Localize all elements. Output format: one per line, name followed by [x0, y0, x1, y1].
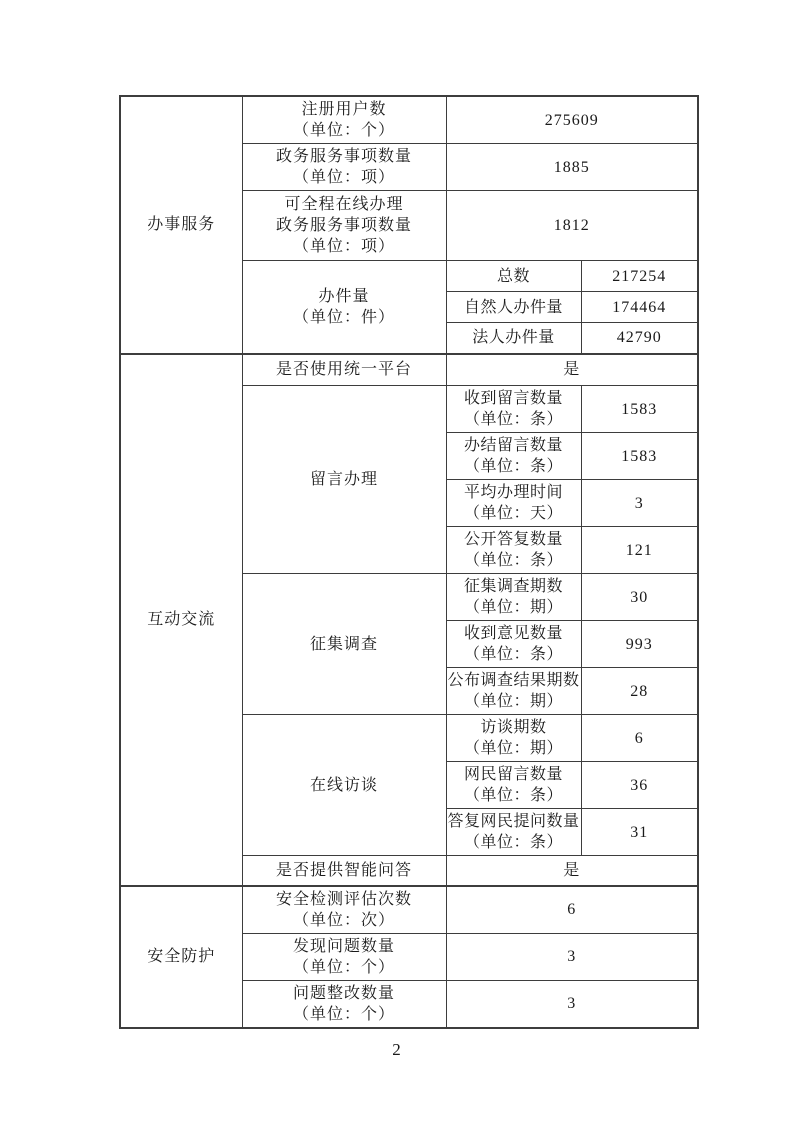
category-cell-interaction: 互动交流: [120, 354, 242, 886]
submetric-cell-survey-periods: [446, 574, 581, 621]
metric-unit: （单位：个）: [292, 122, 395, 139]
submetric-cell-questions-answered: [446, 809, 581, 856]
submetric-label: 总数: [496, 267, 530, 285]
metric-label: 在线访谈: [309, 776, 378, 794]
submetric-cell-messages-received: [446, 386, 581, 433]
submetric-label: 征集调查期数: [463, 578, 563, 595]
metric-label: 注册用户数: [301, 101, 387, 118]
value-cell-results-published: 28: [581, 668, 698, 715]
value-cell-survey-periods: 30: [581, 574, 698, 621]
submetric-cell-avg-handling-time: [446, 480, 581, 527]
value-cell-netizen-messages: 36: [581, 762, 698, 809]
page-number: 2: [392, 1040, 401, 1059]
metric-cell-problems-fixed: [242, 980, 446, 1028]
submetric-cell-legal-person: [446, 323, 581, 354]
metric-label: 是否提供智能问答: [275, 861, 412, 879]
value-cell-questions-answered: 31: [581, 809, 698, 856]
value-cell-unified-platform: 是: [446, 354, 698, 386]
value-cell-total: 217254: [581, 261, 698, 292]
submetric-label: 平均办理时间: [463, 484, 563, 501]
category-cell-service: 办事服务: [120, 96, 242, 354]
submetric-unit: （单位：条）: [463, 646, 563, 663]
submetric-cell-public-replies: [446, 527, 581, 574]
metric-cell-survey: [242, 574, 446, 715]
metric-label: 问题整改数量: [292, 984, 395, 1002]
submetric-unit: （单位：条）: [463, 787, 563, 804]
submetric-label: 公开答复数量: [463, 531, 563, 548]
submetric-cell-results-published: [446, 668, 581, 715]
value-cell-public-replies: 121: [581, 527, 698, 574]
submetric-label: 收到意见数量: [463, 625, 563, 642]
value-cell-service-items: 1885: [446, 144, 698, 191]
submetric-cell-netizen-messages: [446, 762, 581, 809]
metric-label-line2: 政务服务事项数量: [275, 217, 412, 234]
submetric-label: 访谈期数: [480, 719, 547, 736]
metric-unit: （单位：个）: [292, 1005, 395, 1023]
value-cell-problems-fixed: 3: [446, 980, 698, 1028]
value-cell-problems-found: 3: [446, 933, 698, 980]
submetric-label: 法人办件量: [472, 329, 555, 347]
metric-label: 是否使用统一平台: [275, 361, 412, 379]
metric-cell-registered-users: [242, 96, 446, 144]
statistics-table: [119, 95, 699, 1029]
metric-unit: （单位：次）: [292, 911, 395, 929]
value-cell-opinions-received: 993: [581, 621, 698, 668]
value-cell-avg-handling-time: 3: [581, 480, 698, 527]
submetric-label: 收到留言数量: [463, 390, 563, 407]
metric-label: 征集调查: [309, 635, 378, 653]
submetric-label: 自然人办件量: [463, 298, 563, 316]
value-cell-online-service-items: 1812: [446, 191, 698, 261]
value-cell-registered-users: 275609: [446, 96, 698, 144]
submetric-label: 办结留言数量: [463, 437, 563, 454]
metric-cell-service-items: [242, 144, 446, 191]
metric-label: 政务服务事项数量: [275, 148, 412, 165]
submetric-cell-total: [446, 261, 581, 292]
submetric-cell-opinions-received: [446, 621, 581, 668]
submetric-label: 答复网民提问数量: [447, 813, 580, 830]
metric-label: 留言办理: [309, 471, 378, 488]
value-cell-interview-periods: 6: [581, 715, 698, 762]
metric-unit: （单位：个）: [292, 958, 395, 976]
category-cell-security: 安全防护: [120, 886, 242, 1028]
submetric-unit: （单位：条）: [463, 458, 563, 475]
submetric-label: 公布调查结果期数: [447, 672, 580, 689]
value-cell-security-assessments: 6: [446, 886, 698, 934]
metric-cell-unified-platform: [242, 354, 446, 386]
submetric-unit: （单位：期）: [463, 693, 563, 710]
submetric-unit: （单位：期）: [463, 740, 563, 757]
metric-unit: （单位：项）: [292, 169, 395, 186]
submetric-cell-interview-periods: [446, 715, 581, 762]
value-cell-messages-received: 1583: [581, 386, 698, 433]
metric-cell-problems-found: [242, 933, 446, 980]
metric-label: 发现问题数量: [292, 937, 395, 955]
metric-unit: （单位：件）: [292, 308, 395, 326]
metric-label: 安全检测评估次数: [275, 890, 412, 908]
value-cell-natural-person: 174464: [581, 292, 698, 323]
value-cell-smart-qa: 是: [446, 856, 698, 886]
metric-label: 可全程在线办理: [284, 196, 404, 213]
metric-cell-online-service-items: [242, 191, 446, 261]
submetric-label: 网民留言数量: [463, 766, 563, 783]
metric-cell-message-handling: [242, 386, 446, 574]
metric-cell-smart-qa: [242, 856, 446, 886]
metric-cell-online-interview: [242, 715, 446, 856]
value-cell-legal-person: 42790: [581, 323, 698, 354]
submetric-cell-natural-person: [446, 292, 581, 323]
metric-cell-security-assessments: [242, 886, 446, 934]
submetric-unit: （单位：条）: [463, 411, 563, 428]
metric-label: 办件量: [318, 287, 370, 305]
submetric-unit: （单位：天）: [463, 505, 563, 522]
submetric-cell-messages-resolved: [446, 433, 581, 480]
metric-cell-case-volume: [242, 261, 446, 354]
submetric-unit: （单位：条）: [463, 552, 563, 569]
submetric-unit: （单位：期）: [463, 599, 563, 616]
value-cell-messages-resolved: 1583: [581, 433, 698, 480]
submetric-unit: （单位：条）: [463, 834, 563, 851]
metric-unit: （单位：项）: [292, 238, 395, 255]
